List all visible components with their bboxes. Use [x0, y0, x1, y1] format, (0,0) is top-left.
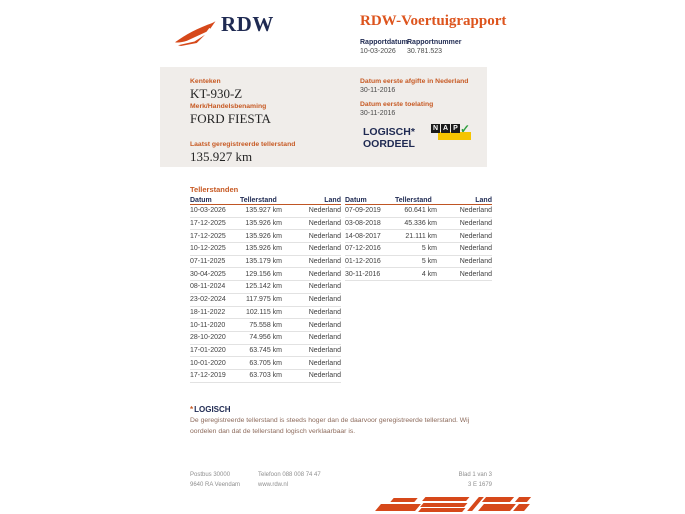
footer-page-info — [392, 470, 492, 490]
table-row — [345, 268, 492, 281]
cell-land: Nederland — [308, 258, 341, 266]
table-header-row — [190, 194, 341, 205]
cell-datum: 30-04-2025 — [190, 270, 226, 278]
footer-website: www.rdw.nl — [258, 482, 289, 488]
cell-land: Nederland — [308, 270, 341, 278]
oordeel-line2: OORDEEL — [363, 137, 415, 150]
cell-datum: 30-11-2016 — [345, 270, 381, 278]
eerste-toelating-value: 30-11-2016 — [360, 110, 396, 117]
cell-tellerstand: 117.975 km — [245, 296, 282, 304]
footer-stripes-graphic — [370, 496, 528, 513]
tellerstanden-table-left — [190, 194, 341, 383]
cell-datum: 10-12-2025 — [190, 245, 226, 253]
cell-tellerstand: 102.115 km — [245, 308, 282, 316]
cell-land: Nederland — [308, 207, 341, 215]
cell-datum: 17-01-2020 — [190, 346, 226, 354]
cell-datum: 28-10-2020 — [190, 334, 226, 342]
cell-land: Nederland — [308, 346, 341, 354]
cell-tellerstand: 5 km — [421, 258, 437, 266]
cell-datum: 23-02-2024 — [190, 296, 226, 304]
column-header-datum: Datum — [345, 197, 367, 204]
rdw-logo-text: RDW — [221, 12, 274, 36]
cell-land: Nederland — [308, 359, 341, 367]
cell-land: Nederland — [308, 321, 341, 329]
cell-tellerstand: 135.179 km — [245, 258, 282, 266]
cell-tellerstand: 63.705 km — [249, 359, 282, 367]
cell-land: Nederland — [308, 334, 341, 342]
table-row — [190, 370, 341, 383]
cell-land: Nederland — [308, 232, 341, 240]
nap-logo-icon — [431, 124, 473, 142]
verdict-asterisk: * — [190, 405, 194, 414]
cell-land: Nederland — [308, 245, 341, 253]
report-date-label: Rapportdatum — [360, 39, 408, 46]
footer-address-line1: Postbus 30000 — [190, 472, 231, 478]
cell-tellerstand: 135.926 km — [245, 220, 282, 228]
table-row — [190, 243, 341, 256]
cell-tellerstand: 45.336 km — [404, 220, 437, 228]
laatste-tellerstand-value: 135.927 km — [190, 149, 253, 164]
cell-datum: 10-01-2020 — [190, 359, 226, 367]
eerste-afgifte-value: 30-11-2016 — [360, 87, 396, 94]
table-row — [190, 319, 341, 332]
cell-datum: 17-12-2025 — [190, 220, 226, 228]
cell-tellerstand: 60.641 km — [404, 207, 437, 215]
footer-address — [190, 470, 240, 490]
cell-datum: 10-03-2026 — [190, 207, 226, 215]
laatste-tellerstand-label: Laatst geregistreerde tellerstand — [190, 141, 296, 148]
merk-label: Merk/Handelsbenaming — [190, 103, 267, 110]
cell-tellerstand: 74.956 km — [249, 334, 282, 342]
footer-form-code: 3 E 1679 — [467, 482, 492, 488]
table-row — [190, 357, 341, 370]
verdict-heading — [190, 405, 231, 414]
cell-tellerstand: 4 km — [421, 270, 437, 278]
nap-letter-n: N — [432, 125, 439, 132]
vehicle-summary-panel — [160, 67, 487, 167]
table-row — [190, 256, 341, 269]
cell-datum: 01-12-2016 — [345, 258, 381, 266]
tellerstanden-section-title: Tellerstanden — [190, 185, 239, 194]
cell-land: Nederland — [459, 220, 492, 228]
footer-page-number: Blad 1 van 3 — [458, 472, 492, 478]
table-row — [345, 256, 492, 269]
table-row — [190, 205, 341, 218]
table-row — [190, 307, 341, 320]
cell-tellerstand: 135.926 km — [245, 232, 282, 240]
oordeel-text — [363, 127, 415, 150]
nap-check-icon: ✓ — [460, 122, 471, 136]
page-title: RDW-Voertuigrapport — [360, 13, 507, 29]
cell-land: Nederland — [308, 296, 341, 304]
cell-datum: 14-08-2017 — [345, 232, 381, 240]
report-date-value: 10-03-2026 — [360, 48, 396, 55]
cell-tellerstand: 63.703 km — [249, 372, 282, 380]
cell-datum: 10-11-2020 — [190, 321, 226, 329]
table-row — [190, 345, 341, 358]
cell-datum: 17-12-2025 — [190, 232, 226, 240]
table-row — [190, 230, 341, 243]
eerste-afgifte-label: Datum eerste afgifte in Nederland — [360, 78, 469, 85]
table-row — [345, 230, 492, 243]
rdw-wing-logo-icon — [173, 19, 219, 49]
cell-tellerstand: 135.926 km — [245, 245, 282, 253]
cell-land: Nederland — [459, 207, 492, 215]
cell-tellerstand: 125.142 km — [245, 283, 282, 291]
table-row — [345, 218, 492, 231]
footer-phone: Telefoon 088 008 74 47 — [258, 472, 321, 478]
oordeel-line1: LOGISCH* — [363, 126, 415, 138]
merk-value: FORD FIESTA — [190, 111, 271, 126]
cell-datum: 07-09-2019 — [345, 207, 381, 215]
cell-datum: 08-11-2024 — [190, 283, 226, 291]
footer-address-line2: 9640 RA Veendam — [190, 482, 241, 488]
report-number-value: 30.781.523 — [407, 48, 443, 55]
table-header-row — [345, 194, 492, 205]
cell-tellerstand: 5 km — [421, 245, 437, 253]
table-row — [190, 332, 341, 345]
column-header-land: Land — [475, 197, 492, 204]
cell-land: Nederland — [459, 245, 492, 253]
table-row — [345, 243, 492, 256]
table-row — [345, 205, 492, 218]
eerste-toelating-label: Datum eerste toelating — [360, 101, 434, 108]
cell-land: Nederland — [308, 283, 341, 291]
table-row — [190, 218, 341, 231]
verdict-heading-text: LOGISCH — [194, 405, 231, 414]
column-header-land: Land — [324, 197, 341, 204]
cell-tellerstand: 135.927 km — [245, 207, 282, 215]
nap-letter-a: A — [442, 125, 449, 132]
column-header-datum: Datum — [190, 197, 212, 204]
nap-letter-p: P — [451, 124, 460, 133]
cell-land: Nederland — [308, 372, 341, 380]
cell-land: Nederland — [459, 270, 492, 278]
cell-tellerstand: 21.111 km — [405, 232, 437, 240]
table-row — [190, 268, 341, 281]
cell-datum: 07-11-2025 — [190, 258, 226, 266]
cell-datum: 07-12-2016 — [345, 245, 381, 253]
cell-land: Nederland — [459, 258, 492, 266]
cell-land: Nederland — [459, 232, 492, 240]
footer-contact — [258, 470, 321, 490]
cell-tellerstand: 129.156 km — [245, 270, 282, 278]
tellerstanden-table-right — [345, 194, 492, 281]
column-header-tellerstand: Tellerstand — [395, 197, 432, 204]
table-row — [190, 294, 341, 307]
report-number-label: Rapportnummer — [407, 39, 462, 46]
kenteken-label: Kenteken — [190, 78, 221, 85]
kenteken-value: KT-930-Z — [190, 86, 243, 101]
cell-tellerstand: 75.558 km — [249, 321, 282, 329]
cell-datum: 17-12-2019 — [190, 372, 226, 380]
column-header-tellerstand: Tellerstand — [240, 197, 277, 204]
table-row — [190, 281, 341, 294]
cell-datum: 03-08-2018 — [345, 220, 381, 228]
cell-datum: 18-11-2022 — [190, 308, 226, 316]
cell-tellerstand: 63.745 km — [249, 346, 282, 354]
verdict-explanation: De geregistreerde tellerstand is steeds hoger dan de daarvoor geregistreerde tellerstand. Wij oordelen dan dat de tellerstand logisch verklaarbaar is. — [190, 417, 470, 435]
cell-land: Nederland — [308, 308, 341, 316]
cell-land: Nederland — [308, 220, 341, 228]
